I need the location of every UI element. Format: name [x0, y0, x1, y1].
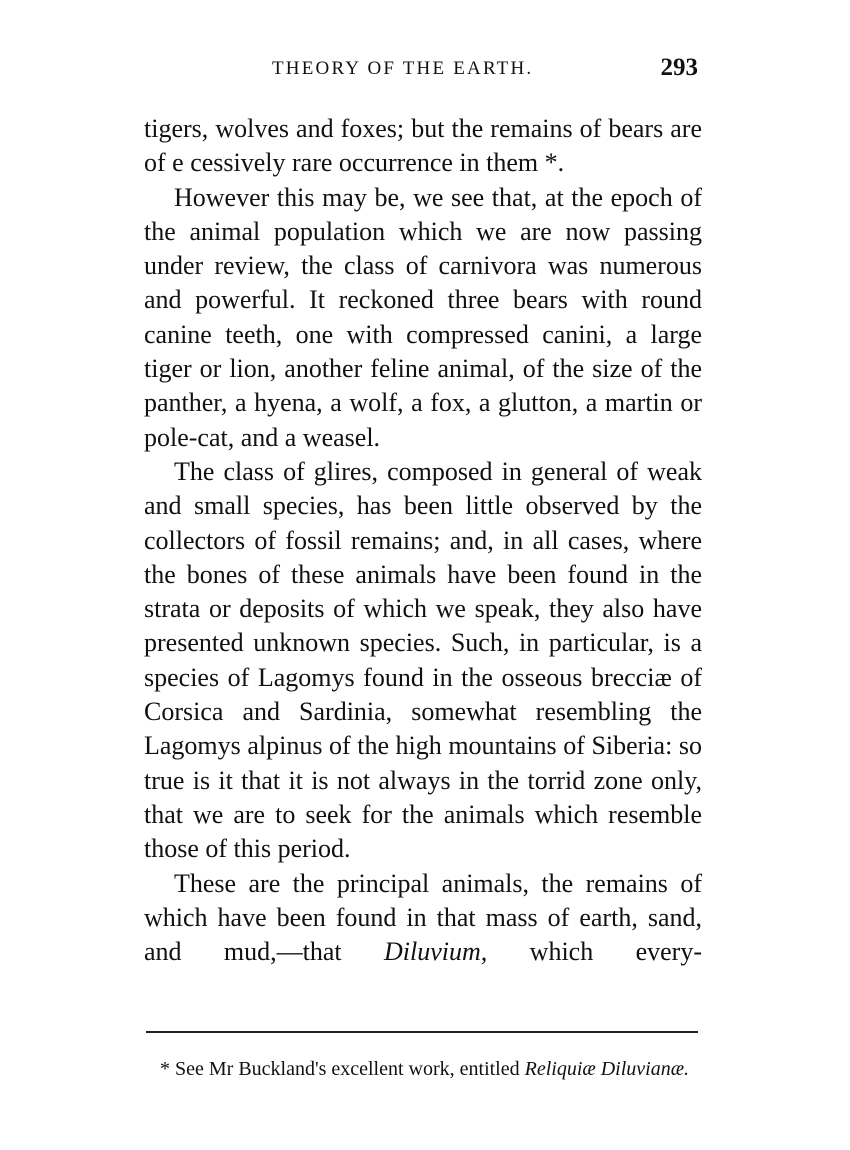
body-text — [144, 112, 702, 969]
footnote-text — [144, 1055, 702, 1084]
running-head — [144, 54, 702, 84]
paragraph-carnivora: However this may be, we see that, at the epoch of the animal population which we are now passing under review, the class of carnivora was numerous and powerful. It reckoned three bears with round canine teeth, one with compressed canini, a large tiger or lion, another feline animal, of the size of the panther, a hyena, a wolf, a fox, a glutton, a martin or pole-cat, and a weasel. — [144, 182, 702, 452]
paragraph-diluvium — [144, 867, 702, 970]
footnote-rule — [146, 1031, 698, 1033]
footnote-title-italic: Reliquiæ Diluvianæ. — [524, 1058, 690, 1080]
paragraph-glires: The class of glires, composed in general of weak and small species, has been little observed by the collectors of fossil remains; and, in all cases, where the bones of these animals have been found in the strata or deposits of which we speak, they also have presented unknown species. Such, in particular, is a species of Lagomys found in the osseous brecciæ of Corsica and Sardinia, somewhat resembling the Lagomys alpinus of the high mountains of Siberia: so true is it that it is not always in the torrid zone only, that we are to seek for the animals which resemble those of this period. — [144, 456, 702, 864]
paragraph-continued: tigers, wolves and foxes; but the remains of bears are of e cessively rare occurrence in them *. — [144, 114, 702, 178]
diluvium-italic: Diluvium, — [384, 937, 488, 967]
footnote-lead: * See Mr Buckland's excellent work, entitled — [160, 1058, 525, 1080]
running-title: THEORY OF THE EARTH. — [272, 58, 534, 79]
paragraph-diluvium-text: These are the principal animals, the remains of which have been found in that mass of earth, sand, and mud,—that — [144, 868, 702, 967]
footnote — [144, 1055, 702, 1084]
paragraph-diluvium-tail: which every- — [487, 937, 702, 967]
page-number: 293 — [660, 54, 698, 81]
